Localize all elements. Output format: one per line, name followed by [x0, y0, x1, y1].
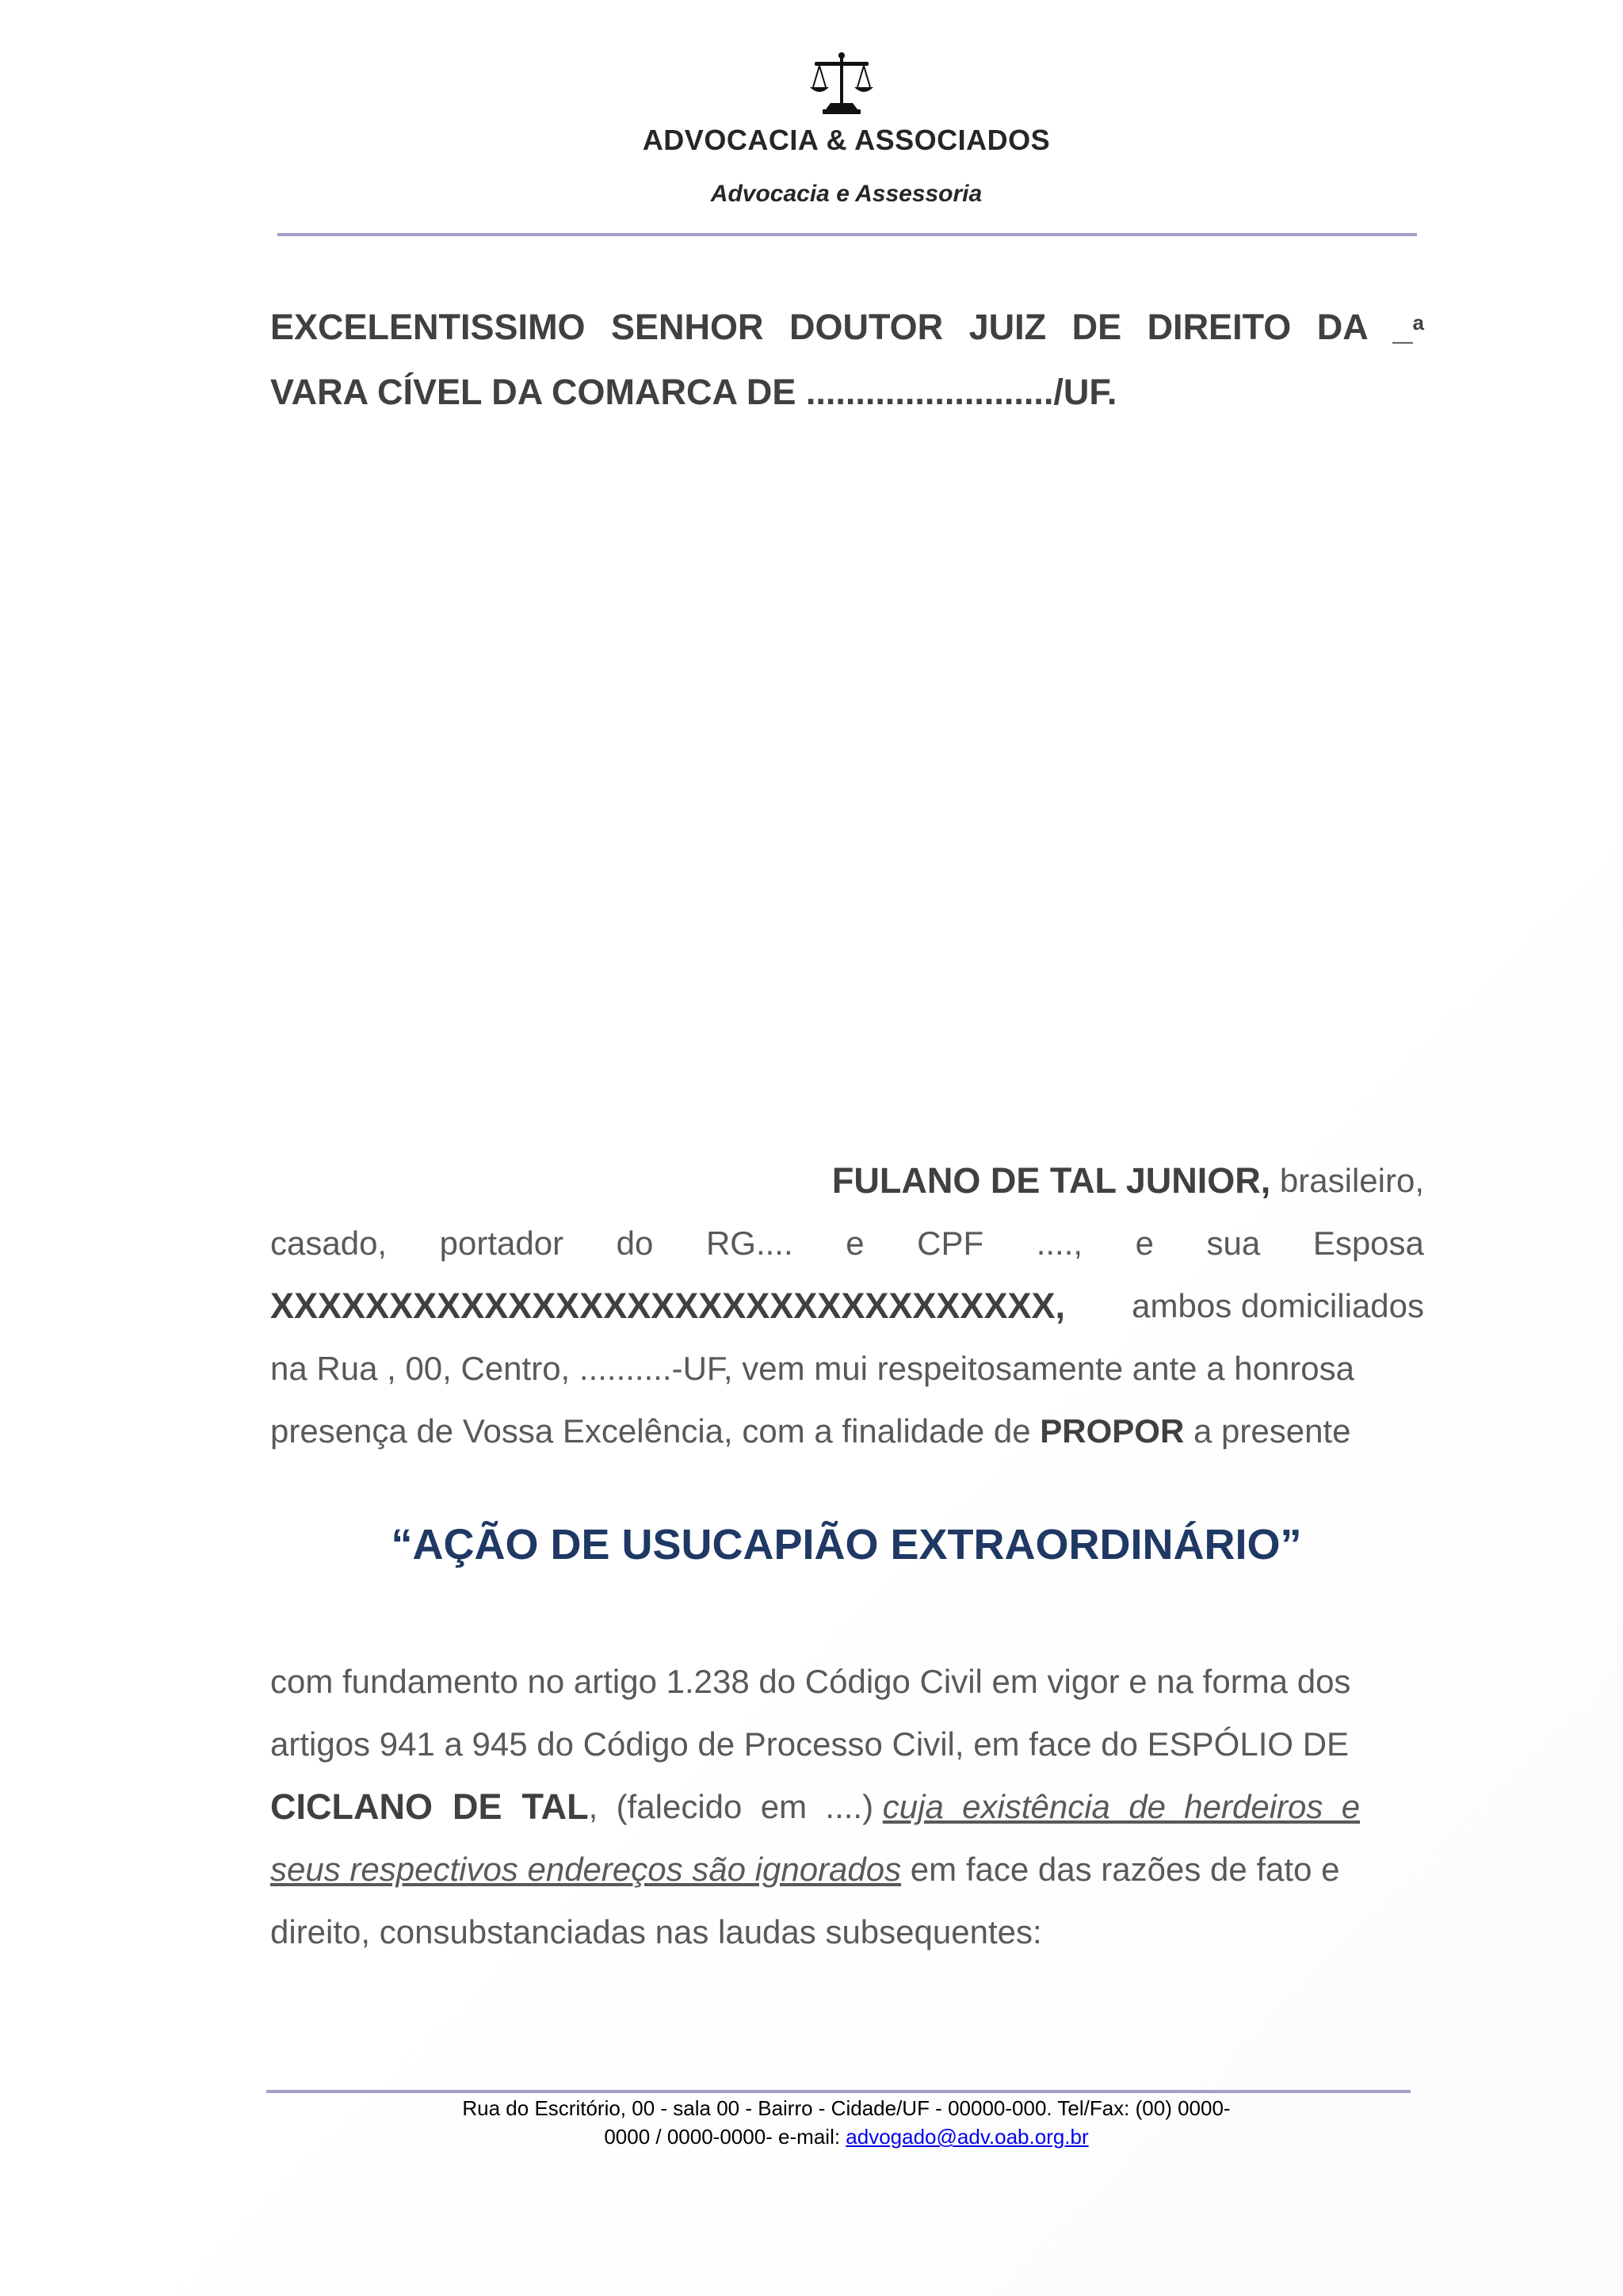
footer-phone: 0000 / 0000-0000- e-mail: — [604, 2125, 846, 2149]
grounds-line-5 — [270, 1901, 1424, 1963]
intro-word: Esposa — [1312, 1224, 1424, 1262]
footer-line-1: Rua do Escritório, 00 - sala 00 - Bairro - Cidade/UF - 00000-000. Tel/Fax: (00) 0000- — [462, 2096, 1231, 2120]
footer-address — [0, 2094, 1623, 2151]
defendant-name: CICLANO DE TAL — [270, 1786, 589, 1827]
intro-word: do — [616, 1224, 654, 1262]
grounds-line-5-text: direito, consubstanciadas nas laudas subsequentes: — [270, 1913, 1042, 1950]
header-divider — [277, 233, 1417, 236]
domicile-text: ambos domiciliados — [1132, 1287, 1424, 1324]
footer-line-2 — [0, 2122, 1623, 2151]
intro-line-5-before: presença de Vossa Excelência, com a finalidade de — [270, 1412, 1041, 1450]
propor-keyword: PROPOR — [1040, 1412, 1185, 1450]
grounds-paragraph — [270, 1650, 1424, 1963]
intro-word: CPF — [917, 1224, 984, 1262]
intro-word: e — [846, 1224, 865, 1262]
intro-word: sua — [1206, 1224, 1261, 1262]
plaintiff-nationality: brasileiro, — [1270, 1162, 1424, 1199]
email-link[interactable]: advogado@adv.oab.org.br — [846, 2125, 1089, 2149]
intro-line-1 — [270, 1149, 1424, 1212]
intro-word: RG.... — [705, 1224, 793, 1262]
intro-word: ...., — [1036, 1224, 1083, 1262]
intro-line-5-after: a presente — [1184, 1412, 1351, 1450]
intro-word: e — [1135, 1224, 1154, 1262]
action-title: “AÇÃO DE USUCAPIÃO EXTRAORDINÁRIO” — [391, 1521, 1302, 1568]
grounds-line-1-text: com fundamento no artigo 1.238 do Código Civil em vigor e na forma dos — [270, 1663, 1351, 1700]
addresses-unknown-text: seus respectivos endereços são ignorados — [270, 1851, 902, 1888]
spouse-name: XXXXXXXXXXXXXXXXXXXXXXXXXXXXXXXXX, — [270, 1286, 1065, 1326]
address-line-1 — [270, 295, 1424, 360]
firm-subtitle: Advocacia e Assessoria — [710, 181, 983, 207]
court-addressing — [270, 295, 1424, 425]
intro-line-3 — [270, 1274, 1424, 1337]
grounds-line-3 — [270, 1775, 1424, 1838]
footer-divider — [266, 2090, 1411, 2093]
grounds-line-1 — [270, 1650, 1424, 1713]
grounds-line-4 — [270, 1838, 1424, 1901]
intro-word: portador — [439, 1224, 564, 1262]
address-line-1-text: EXCELENTISSIMO SENHOR DOUTOR JUIZ DE DIREITO DA _ — [270, 307, 1413, 347]
intro-line-2 — [270, 1212, 1424, 1274]
plaintiff-name: FULANO DE TAL JUNIOR, — [831, 1160, 1271, 1201]
intro-line-5 — [270, 1400, 1424, 1462]
firm-name: ADVOCACIA & ASSOCIADOS — [642, 124, 1051, 156]
heirs-unknown-text: cuja existência de herdeiros e — [882, 1788, 1361, 1825]
intro-line-4 — [270, 1337, 1424, 1400]
intro-paragraph — [270, 1149, 1424, 1462]
grounds-line-2 — [270, 1713, 1424, 1775]
grounds-line-4-after: em face das razões de fato e — [901, 1851, 1340, 1888]
deceased-note: , (falecido em ....) — [588, 1788, 883, 1825]
address-line-2: VARA CÍVEL DA COMARCA DE ........................./UF. — [270, 372, 1117, 412]
scales-of-justice-icon — [808, 51, 875, 116]
intro-word: casado, — [270, 1224, 388, 1262]
grounds-line-2-text: artigos 941 a 945 do Código de Processo Civil, em face do ESPÓLIO DE — [270, 1725, 1350, 1763]
ordinal-sup: a — [1412, 311, 1424, 334]
intro-line-4-text: na Rua , 00, Centro, ..........-UF, vem mui respeitosamente ante a honrosa — [270, 1350, 1354, 1387]
